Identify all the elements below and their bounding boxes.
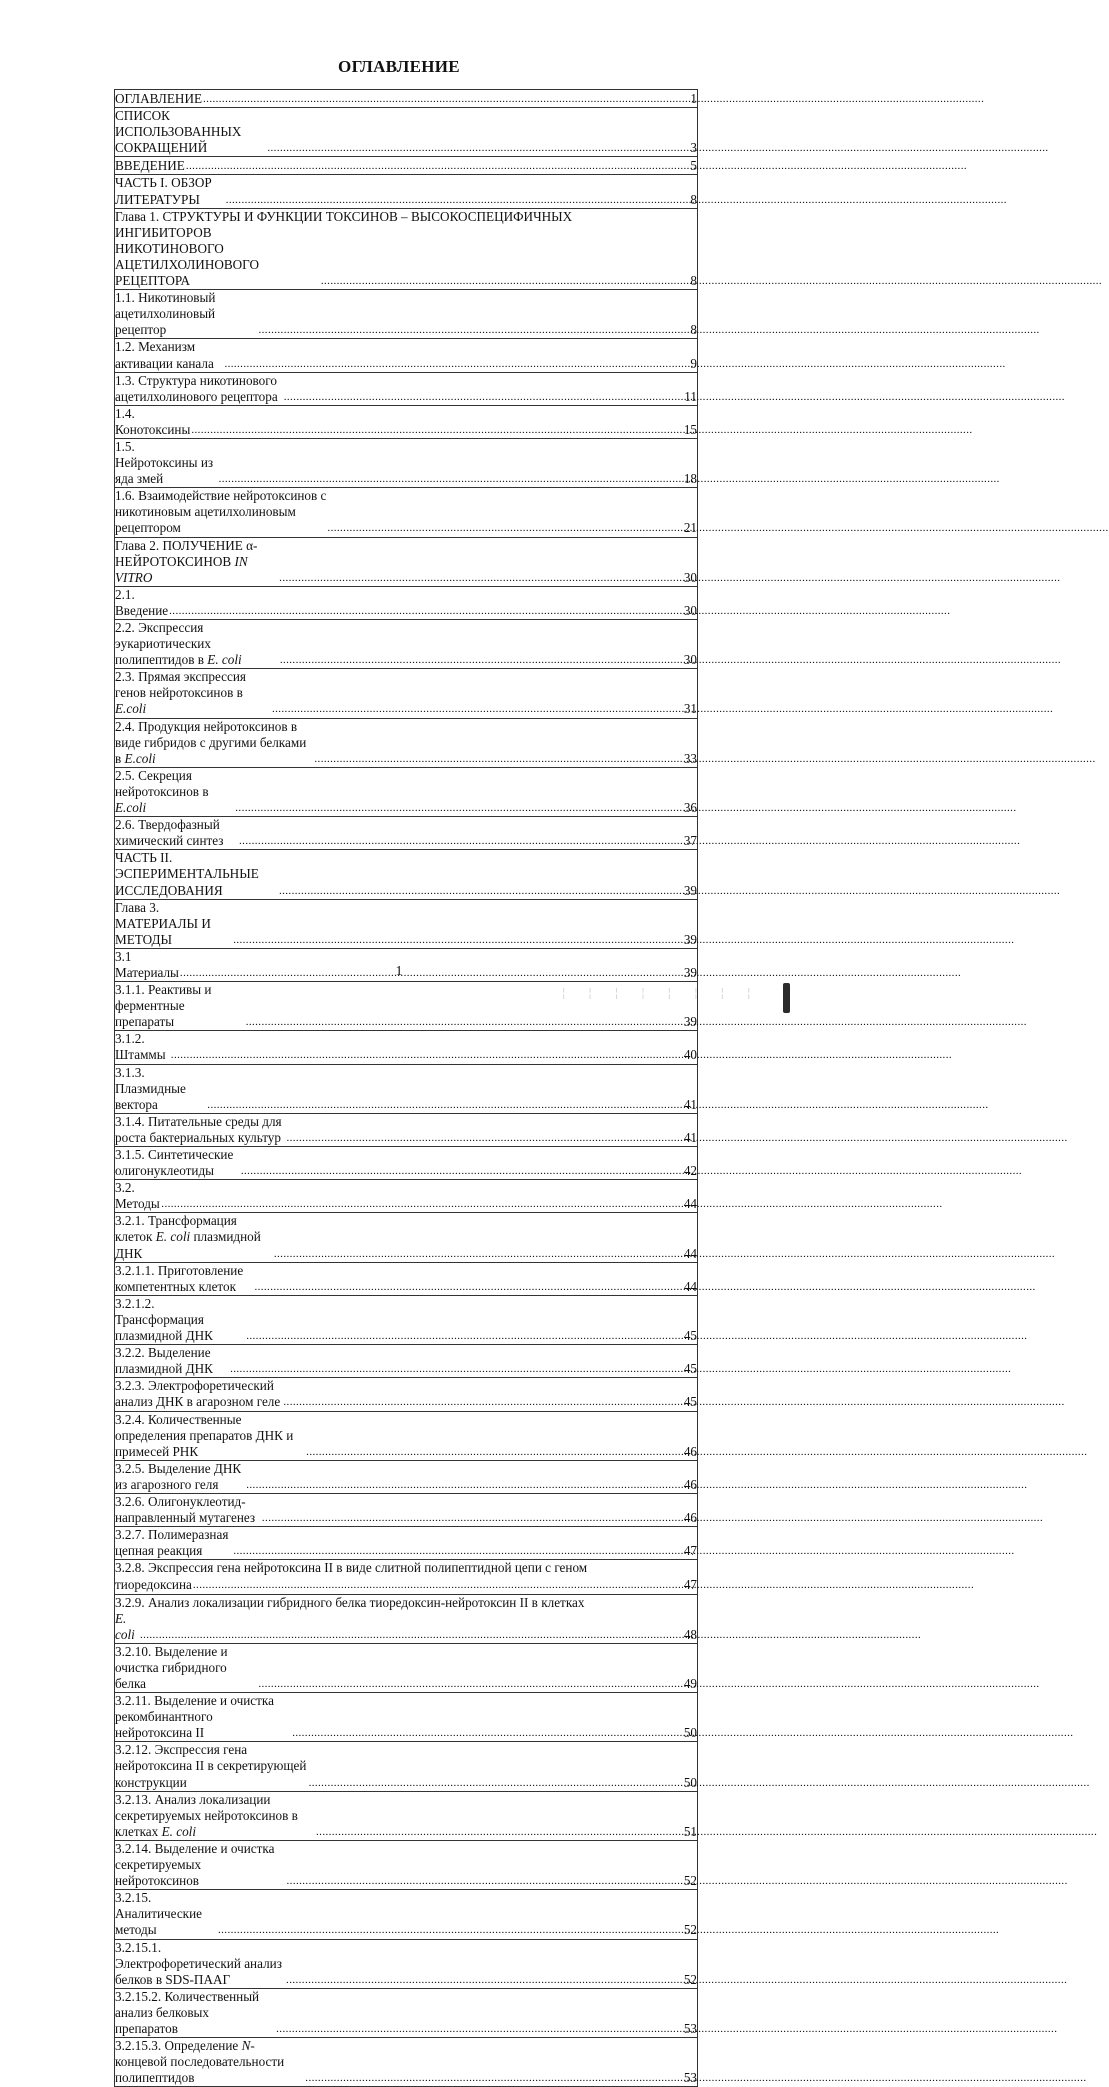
toc-leader-dots xyxy=(207,1096,683,1113)
toc-entry-title xyxy=(115,2038,305,2086)
toc-entry-title xyxy=(115,1693,292,1741)
toc-page-number: 8 xyxy=(690,322,697,338)
toc-page-number: 44 xyxy=(683,1245,697,1261)
toc-entry-text: 3.2.15.1. Электрофоретический анализ белков в SDS-ПААГ xyxy=(115,1939,282,1987)
toc-leader-dots xyxy=(286,1129,682,1146)
toc-entry-text: 3.2.10. Выделение и очистка гибридного белка xyxy=(115,1643,228,1691)
toc-row xyxy=(115,1147,698,1180)
toc-leader-dots xyxy=(193,1576,683,1593)
toc-cell xyxy=(115,1840,698,1889)
toc-cell xyxy=(115,620,698,669)
toc-cell xyxy=(115,817,698,850)
toc-entry-title xyxy=(115,1494,262,1526)
toc-leader-dots xyxy=(246,1327,683,1344)
toc-page-number: 39 xyxy=(683,931,697,947)
toc-entry-text: 3.1 Материалы xyxy=(115,948,179,980)
toc-entry-text: 1.3. Структура никотинового ацетилхолинового рецептора xyxy=(115,372,278,404)
toc-cell xyxy=(115,669,698,718)
toc-cell xyxy=(115,1213,698,1262)
toc-leader-dots xyxy=(321,272,690,289)
toc-entry-text: 3.2.14. Выделение и очистка секретируемых нейротоксинов xyxy=(115,1840,275,1889)
toc-leader-dots xyxy=(314,750,682,767)
toc-leader-dots xyxy=(279,882,683,899)
toc-entry-italic: IN VITRO xyxy=(115,553,248,585)
toc-entry-text: 3.2.15. Аналитические методы xyxy=(115,1890,202,1938)
toc-leader-dots xyxy=(279,569,683,586)
toc-page-number: 11 xyxy=(684,388,697,404)
toc-page-number: 41 xyxy=(683,1096,697,1112)
toc-row xyxy=(115,620,698,669)
toc-leader-dots xyxy=(161,1195,683,1212)
toc-entry-text: ОГЛАВЛЕНИЕ xyxy=(115,91,203,106)
toc-row xyxy=(115,208,698,289)
toc-leader-dots xyxy=(262,1509,683,1526)
toc-entry-title xyxy=(115,768,235,816)
toc-entry-italic: E.coli xyxy=(115,800,147,816)
toc-page-number: 8 xyxy=(690,273,697,289)
toc-entry-title xyxy=(115,1114,286,1146)
toc-page-number: 9 xyxy=(690,355,697,371)
toc-entry-title xyxy=(115,91,203,107)
toc-entry-title xyxy=(115,1378,283,1410)
toc-cell xyxy=(115,1988,698,2037)
toc-cell xyxy=(115,90,698,108)
toc-cell xyxy=(115,1064,698,1113)
toc-entry-text: 3.2.1.1. Приготовление компетентных клеток xyxy=(115,1262,244,1294)
toc-leader-dots xyxy=(292,1724,683,1741)
toc-entry-text: 2.4. Продукция нейротоксинов в виде гибридов с другими белками в xyxy=(115,718,307,766)
toc-row xyxy=(115,438,698,487)
toc-entry-text: 3.2.11. Выделение и очистка рекомбинантного нейротоксина II xyxy=(115,1693,274,1741)
toc-leader-dots xyxy=(284,388,684,405)
toc-leader-dots xyxy=(280,651,683,668)
toc-entry-text: 3.2.1.2. Трансформация плазмидной ДНК xyxy=(115,1295,213,1344)
toc-entry-text: 3.2.7. Полимеразная цепная реакция xyxy=(115,1527,229,1559)
toc-row xyxy=(115,1840,698,1889)
toc-page-number: 45 xyxy=(683,1328,697,1344)
toc-leader-dots xyxy=(230,1360,683,1377)
toc-entry-title xyxy=(115,1296,246,1344)
toc-leader-dots xyxy=(186,157,690,174)
toc-entry-title xyxy=(115,1890,218,1938)
toc-leader-dots xyxy=(191,421,683,438)
toc-entry-title-line2: тиоредоксина xyxy=(115,1577,192,1593)
toc-row xyxy=(115,586,698,619)
toc-leader-dots xyxy=(272,700,683,717)
toc-cell xyxy=(115,1693,698,1742)
toc-cell xyxy=(115,1262,698,1295)
page-number: 1 xyxy=(395,964,403,979)
toc-leader-dots xyxy=(218,1921,683,1938)
toc-cell xyxy=(115,1345,698,1378)
toc-entry-title-continued xyxy=(115,225,321,289)
toc-leader-dots xyxy=(246,1476,683,1493)
toc-page-number: 48 xyxy=(683,1626,697,1642)
toc-row xyxy=(115,1560,698,1594)
toc-row xyxy=(115,1411,698,1460)
toc-page-number: 50 xyxy=(683,1725,697,1741)
toc-entry-title xyxy=(115,1147,241,1179)
toc-page-number: 30 xyxy=(683,569,697,585)
toc-entry-text-after: -концевой последовательности полипептидов xyxy=(115,2038,285,2086)
toc-entry-text: 3.2.3. Электрофоретический анализ ДНК в агарозном геле xyxy=(115,1378,281,1410)
toc-entry-italic: E. coli xyxy=(207,652,242,668)
toc-page-number: 47 xyxy=(683,1577,697,1593)
toc-page-number: 53 xyxy=(683,2070,697,2086)
toc-entry-text: 3.1.2. Штаммы xyxy=(115,1031,166,1063)
toc-entry-title xyxy=(115,850,279,898)
toc-row xyxy=(115,1378,698,1411)
toc-page-number: 47 xyxy=(683,1543,697,1559)
toc-cell xyxy=(115,586,698,619)
toc-cell xyxy=(115,1527,698,1560)
toc-row xyxy=(115,405,698,438)
toc-cell xyxy=(115,1378,698,1411)
toc-row xyxy=(115,850,698,899)
toc-entry-title xyxy=(115,669,272,717)
toc-entry-title xyxy=(115,406,191,438)
toc-entry-text: 3.1.3. Плазмидные вектора xyxy=(115,1064,186,1112)
page-title: ОГЛАВЛЕНИЕ xyxy=(338,57,460,76)
scan-specks: ¦ ¦ ¦ ¦ ¦ ¦ ¦ ¦ xyxy=(560,986,759,1000)
toc-row xyxy=(115,1939,698,1988)
toc-row xyxy=(115,290,698,339)
toc-page-number: 15 xyxy=(683,421,697,437)
toc-page-number: 46 xyxy=(683,1443,697,1459)
toc-cell xyxy=(115,1031,698,1064)
toc-leader-dots xyxy=(224,355,689,372)
toc-leader-dots xyxy=(276,2020,683,2037)
toc-cell xyxy=(115,1890,698,1939)
toc-entry-text: Глава 3. МАТЕРИАЛЫ И МЕТОДЫ xyxy=(115,899,211,947)
toc-leader-dots xyxy=(226,191,690,208)
toc-leader-dots xyxy=(267,139,689,156)
toc-cell xyxy=(115,175,698,208)
toc-leader-dots xyxy=(171,1046,683,1063)
toc-cell xyxy=(115,405,698,438)
toc-page-number: 51 xyxy=(683,1823,697,1839)
toc-page-number: 44 xyxy=(683,1196,697,1212)
toc-row xyxy=(115,372,698,405)
toc-page-number: 52 xyxy=(683,1873,697,1889)
toc-entry-italic: E.coli xyxy=(124,750,156,766)
toc-row xyxy=(115,817,698,850)
toc-row xyxy=(115,157,698,175)
toc-page-number: 52 xyxy=(683,1971,697,1987)
toc-cell xyxy=(115,1742,698,1791)
toc-page-number: 40 xyxy=(683,1047,697,1063)
toc-entry-text: 2.2. Экспрессия эукариотических полипептидов в xyxy=(115,620,211,668)
toc-row xyxy=(115,1460,698,1493)
toc-entry-text: 3.1.5. Синтетические олигонуклеотиды xyxy=(115,1147,234,1179)
toc-entry-title xyxy=(115,1527,233,1559)
toc-entry-italic: E. coli xyxy=(161,1823,196,1839)
toc-entry-title xyxy=(115,1644,258,1692)
toc-cell xyxy=(115,208,698,289)
toc-row xyxy=(115,339,698,372)
toc-entry-text: 3.2.13. Анализ локализации секретируемых нейротоксинов в клетках xyxy=(115,1791,298,1839)
toc-cell xyxy=(115,1791,698,1840)
toc-leader-dots xyxy=(258,1675,682,1692)
toc-leader-dots xyxy=(235,799,683,816)
toc-cell xyxy=(115,1594,698,1643)
toc-entry-title xyxy=(115,982,246,1030)
toc-cell xyxy=(115,537,698,586)
toc-leader-dots xyxy=(233,931,683,948)
toc-cell xyxy=(115,899,698,948)
toc-cell xyxy=(115,339,698,372)
toc-entry-title xyxy=(115,373,284,405)
toc-entry-title xyxy=(115,620,280,668)
toc-entry-title xyxy=(115,1031,171,1063)
toc-entry-title-continued xyxy=(115,1611,140,1643)
toc-entry-text: 3.2.15.3. Определение xyxy=(115,2038,242,2054)
toc-page-number: 30 xyxy=(683,602,697,618)
toc-leader-dots xyxy=(286,1971,683,1988)
toc-page-number: 46 xyxy=(683,1510,697,1526)
toc-cell xyxy=(115,488,698,537)
toc-entry-title xyxy=(115,1461,246,1493)
toc-row xyxy=(115,1988,698,2037)
toc-entry-title: 3.2.9. Анализ локализации гибридного белка тиоредоксин-нейротоксин II в клетках xyxy=(115,1594,585,1610)
toc-entry-title xyxy=(115,1940,286,1988)
toc-row xyxy=(115,1262,698,1295)
toc-page-number: 18 xyxy=(683,471,697,487)
toc-entry-text: 3.2.4. Количественные определения препаратов ДНК и примесей РНК xyxy=(115,1411,294,1459)
toc-entry-title xyxy=(115,587,169,619)
toc-page-number: 8 xyxy=(690,191,697,207)
toc-entry-text: 3.2.5. Выделение ДНК из агарозного геля xyxy=(115,1460,242,1492)
toc-row xyxy=(115,1890,698,1939)
toc-row xyxy=(115,1742,698,1791)
toc-entry-title xyxy=(115,175,226,207)
toc-leader-dots xyxy=(219,470,683,487)
toc-row xyxy=(115,1693,698,1742)
toc-entry-text: 1.2. Механизм активации канала xyxy=(115,339,214,371)
toc-entry-title xyxy=(115,538,279,586)
toc-entry-title xyxy=(115,158,186,174)
toc-row xyxy=(115,1113,698,1146)
toc-entry-title xyxy=(115,1213,274,1261)
toc-page-number: 49 xyxy=(683,1676,697,1691)
toc-entry-text: 3.1.1. Реактивы и ферментные препараты xyxy=(115,982,212,1030)
toc-entry-title xyxy=(115,1792,316,1840)
toc-row xyxy=(115,1594,698,1643)
toc-page-number: 45 xyxy=(683,1361,697,1377)
toc-entry-title xyxy=(115,900,233,948)
toc-entry-text: 3.2.1. Трансформация клеток xyxy=(115,1213,237,1245)
toc-page-number: 1 xyxy=(690,91,697,106)
toc-body xyxy=(115,90,698,2087)
toc-leader-dots xyxy=(274,1245,683,1262)
toc-cell xyxy=(115,1180,698,1213)
toc-row xyxy=(115,2038,698,2087)
toc-row xyxy=(115,1493,698,1526)
toc-entry-text: ЧАСТЬ II. ЭСПЕРИМЕНТАЛЬНЫЕ ИССЛЕДОВАНИЯ xyxy=(115,850,259,898)
toc-row xyxy=(115,1213,698,1262)
toc-entry-title xyxy=(115,108,267,156)
toc-leader-dots xyxy=(305,2069,683,2086)
toc-entry-text: 2.3. Прямая экспрессия генов нейротоксинов в xyxy=(115,669,246,701)
toc-cell xyxy=(115,1560,698,1594)
toc-entry-text: 1.4. Конотоксины xyxy=(115,405,191,437)
toc-entry-text: 2.6. Твердофазный химический синтез xyxy=(115,817,224,849)
toc-cell xyxy=(115,1113,698,1146)
toc-cell xyxy=(115,157,698,175)
toc-entry-text: 1.1. Никотиновый ацетилхолиновый рецептор xyxy=(115,290,216,338)
toc-row xyxy=(115,90,698,108)
toc-entry-title xyxy=(115,1180,161,1212)
toc-row xyxy=(115,767,698,816)
toc-entry-text: Глава 2. ПОЛУЧЕНИЕ α-НЕЙРОТОКСИНОВ xyxy=(115,537,258,569)
toc-row xyxy=(115,175,698,208)
toc-row xyxy=(115,1180,698,1213)
toc-page-number: 53 xyxy=(683,2020,697,2036)
toc-row xyxy=(115,1031,698,1064)
toc-page-number: 36 xyxy=(683,800,697,816)
toc-entry-text: 1.6. Взаимодействие нейротоксинов с никотиновым ацетилхолиновым рецептором xyxy=(115,488,327,536)
toc-row xyxy=(115,1527,698,1560)
toc-entry-title xyxy=(115,439,219,487)
toc-row xyxy=(115,1345,698,1378)
toc-row xyxy=(115,669,698,718)
toc-page-number: 5 xyxy=(690,158,697,174)
toc-leader-dots xyxy=(327,519,682,536)
toc-row xyxy=(115,108,698,157)
toc-entry-title xyxy=(115,817,239,849)
toc-page-number: 45 xyxy=(683,1394,697,1410)
toc-entry-title: 3.2.8. Экспрессия гена нейротоксина II в виде слитной полипептидной цепи с геном xyxy=(115,1560,588,1576)
toc-leader-dots xyxy=(316,1823,683,1840)
toc-leader-dots xyxy=(203,90,689,107)
toc-page-number: 3 xyxy=(690,140,697,156)
toc-entry-text: 3.1.4. Питательные среды для роста бактериальных культур xyxy=(115,1113,282,1145)
toc-entry-text: 1.5. Нейротоксины из яда змей xyxy=(115,438,214,487)
toc-row xyxy=(115,1791,698,1840)
toc-entry-title: Глава 1. СТРУКТУРЫ И ФУНКЦИИ ТОКСИНОВ – ВЫСОКОСПЕЦИФИЧНЫХ xyxy=(115,208,573,224)
toc-cell xyxy=(115,2038,698,2087)
toc-entry-text-after: плазмидной ДНК xyxy=(115,1229,261,1261)
toc-entry-text: 3.2. Методы xyxy=(115,1180,160,1212)
toc-entry-text: СПИСОК ИСПОЛЬЗОВАННЫХ СОКРАЩЕНИЙ xyxy=(115,108,242,156)
toc-row xyxy=(115,1295,698,1344)
toc-page-number: 37 xyxy=(683,833,697,849)
toc-entry-text: 2.1. Введение xyxy=(115,586,169,618)
toc-leader-dots xyxy=(254,1278,682,1295)
scan-binding-mark xyxy=(783,983,790,1013)
toc-cell xyxy=(115,1493,698,1526)
table-of-contents xyxy=(114,89,698,2087)
toc-entry-title xyxy=(115,1065,207,1113)
toc-cell xyxy=(115,1460,698,1493)
toc-leader-dots xyxy=(241,1162,683,1179)
toc-cell xyxy=(115,290,698,339)
toc-cell xyxy=(115,438,698,487)
toc-cell xyxy=(115,1411,698,1460)
toc-page-number: 42 xyxy=(683,1163,697,1179)
toc-entry-title xyxy=(115,339,224,371)
toc-entry-text: ЧАСТЬ I. ОБЗОР ЛИТЕРАТУРЫ xyxy=(115,175,212,207)
toc-entry-title xyxy=(115,1841,287,1889)
toc-leader-dots xyxy=(233,1542,682,1559)
toc-row xyxy=(115,537,698,586)
toc-entry-text: 3.2.6. Олигонуклеотид-направленный мутагенез xyxy=(115,1493,256,1526)
toc-leader-dots xyxy=(309,1774,683,1791)
toc-entry-italic: E. coli xyxy=(155,1229,191,1245)
toc-leader-dots xyxy=(287,1872,683,1889)
toc-cell xyxy=(115,1939,698,1988)
toc-entry-text: 2.5. Секреция нейротоксинов в xyxy=(115,767,209,799)
toc-page-number: 30 xyxy=(683,652,697,668)
toc-row xyxy=(115,718,698,767)
toc-entry-title-line2: ИНГИБИТОРОВ НИКОТИНОВОГО АЦЕТИЛХОЛИНОВОГО РЕЦЕПТОРА xyxy=(115,224,259,289)
toc-entry-italic: N xyxy=(241,2038,251,2054)
toc-page-number: 21 xyxy=(683,520,697,536)
toc-page-number: 39 xyxy=(683,882,697,898)
toc-row xyxy=(115,1643,698,1692)
toc-entry-title xyxy=(115,488,327,536)
toc-leader-dots xyxy=(306,1443,683,1460)
toc-page-number: 39 xyxy=(683,1014,697,1030)
toc-entry-title xyxy=(115,290,259,338)
toc-entry-text: 3.2.2. Выделение плазмидной ДНК xyxy=(115,1345,213,1377)
toc-page-number: 31 xyxy=(683,701,697,717)
toc-cell xyxy=(115,372,698,405)
toc-page-number: 44 xyxy=(683,1278,697,1294)
toc-cell xyxy=(115,850,698,899)
toc-cell xyxy=(115,767,698,816)
toc-entry-title xyxy=(115,719,314,767)
toc-entry-text: 3.2.12. Экспрессия гена нейротоксина II в секретирующей конструкции xyxy=(115,1742,307,1790)
toc-cell xyxy=(115,1643,698,1692)
toc-entry-title xyxy=(115,1263,254,1295)
toc-entry-title xyxy=(115,1742,309,1790)
toc-entry-title xyxy=(115,1412,306,1460)
toc-row xyxy=(115,899,698,948)
toc-row xyxy=(115,488,698,537)
toc-cell xyxy=(115,1147,698,1180)
toc-page-number: 33 xyxy=(683,750,697,766)
toc-entry-title xyxy=(115,1345,230,1377)
toc-page-number: 50 xyxy=(683,1774,697,1790)
toc-page-number: 41 xyxy=(683,1129,697,1145)
toc-cell xyxy=(115,108,698,157)
toc-entry-text: ВВЕДЕНИЕ xyxy=(115,158,185,174)
toc-leader-dots xyxy=(259,321,690,338)
toc-entry-title-continued xyxy=(115,1577,193,1593)
toc-entry-italic: E. coli xyxy=(115,1610,135,1642)
toc-page-number: 46 xyxy=(683,1476,697,1492)
toc-leader-dots xyxy=(239,832,683,849)
toc-page-number: 52 xyxy=(683,1922,697,1938)
toc-entry-title xyxy=(115,1989,276,2037)
toc-leader-dots xyxy=(140,1626,683,1643)
toc-entry-text: 3.2.15.2. Количественный анализ белковых препаратов xyxy=(115,1988,260,2036)
toc-leader-dots xyxy=(283,1393,682,1410)
toc-leader-dots xyxy=(169,602,683,619)
toc-page-number: 39 xyxy=(683,964,697,980)
toc-entry-italic: E.coli xyxy=(115,701,147,717)
toc-row xyxy=(115,1064,698,1113)
toc-cell xyxy=(115,718,698,767)
toc-cell xyxy=(115,1295,698,1344)
